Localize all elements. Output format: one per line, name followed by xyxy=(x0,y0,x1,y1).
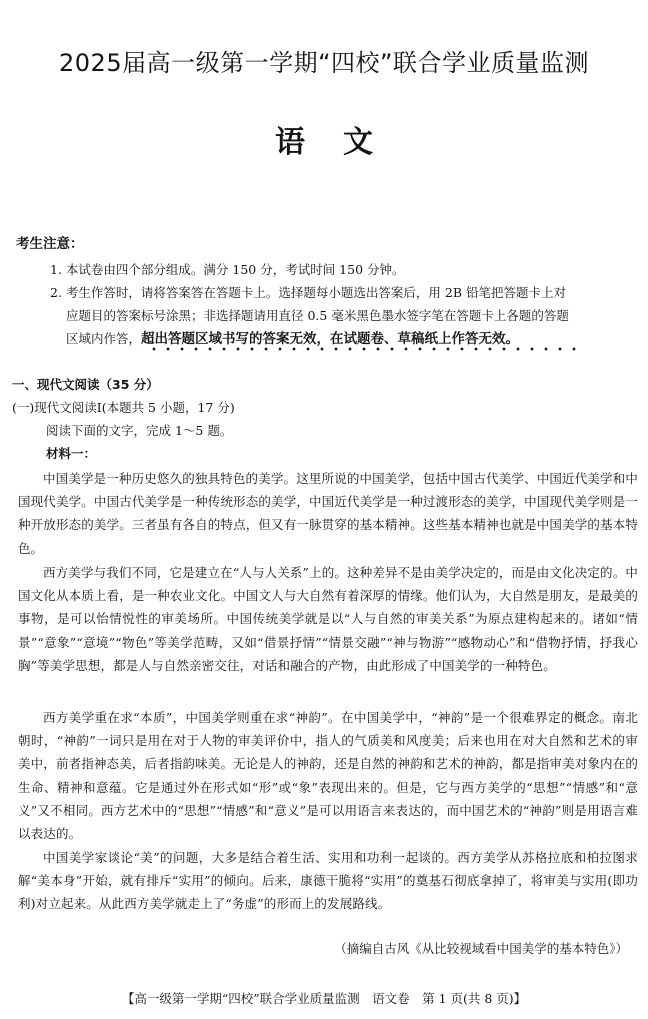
section-heading: 一、现代文阅读（35 分） xyxy=(12,377,159,392)
sub-section-heading: (一)现代文阅读Ⅰ(本题共 5 小题，17 分) xyxy=(12,400,235,415)
notice-emphasis: 超出答题区域书写的答案无效，在试题卷、草稿纸上作答无效。 xyxy=(141,331,520,347)
paragraph-4: 中国美学家谈论“美”的问题，大多是结合着生活、实用和功利一起谈的。西方美学从苏格拉底和柏拉图求解“美本身”开始，就有排斥“实用”的倾向。后来，康德干脆将“实用”的奠基石彻底拿掉了，将审美与实用(即功利)对立起来。从此西方美学就走上了“务虚”的形而上的发展路线。 xyxy=(18,850,638,912)
paragraph-1: 中国美学是一种历史悠久的独具特色的美学。这里所说的中国美学，包括中国古代美学、中国近代美学和中国现代美学。中国古代美学是一种传统形态的美学，中国近代美学是一种过渡形态的美学，中国现代美学则是一种开放形态的美学。三者虽有各自的特点，但又有一脉贯穿的基本精神。这些基本精神也就是中国美学的基本特色。 xyxy=(18,471,638,556)
page-footer: 【高一级第一学期“四校”联合学业质量监测 语文卷 第 1 页(共 8 页)】 xyxy=(121,991,527,1006)
notice-item-2-line-2: 应题目的答案标号涂黑；非选择题请用直径 0.5 毫米黑色墨水签字笔在答题卡上各题的答题 xyxy=(66,308,569,323)
notice-item-1: 1. 本试卷由四个部分组成。满分 150 分，考试时间 150 分钟。 xyxy=(50,262,405,277)
paragraph-3: 西方美学重在求“本质”，中国美学则重在求“神韵”。在中国美学中，“神韵”是一个很难界定的概念。南北朝时，“神韵”一词只是用在对于人物的审美评价中，指人的气质美和风度美；后来也用在对大自然和艺术的审美中，前者指神态美，后者指韵味美。无论是人的神韵，还是自然的神韵和艺术的神韵，都是指审美对象内在的生命、精神和意蕴。它是通过外在形式如“形”或“象”表现出来的。但是，它与西方美学的“思想”“情感”和“意义”又不相同。西方艺术中的“思想”“情感”和“意义”是可以用语言来表达的，而中国艺术的“神韵”则是用语言难以表达的。 xyxy=(18,710,638,842)
subject-title-char-1: 语 xyxy=(275,125,305,160)
subject-title xyxy=(0,124,648,162)
material-label: 材料一： xyxy=(46,446,97,461)
notice-title: 考生注意： xyxy=(16,236,84,252)
notice-item-2-line-3-prefix: 区域内作答， xyxy=(66,331,142,346)
paragraph-2: 西方美学与我们不同，它是建立在“人与人关系”上的。这种差异不是由美学决定的，而是由文化决定的。中国文化从本质上看，是一种农业文化。中国文人与大自然有着深厚的情缘。他们认为，大自然是朋友，是最美的事物，是可以怡情悦性的审美场所。中国传统美学就是以“人与自然的审美关系”为原点建构起来的。诸如“情景”“意象”“意境”“物色”等美学范畴，又如“借景抒情”“情景交融”“神与物游”“感物动心”和“借物抒情，抒我心胸”等美学思想，都是人与自然亲密交往，对话和融合的产物，由此形成了中国美学的一种特色。 xyxy=(18,565,638,673)
exam-title: 2025届高一级第一学期“四校”联合学业质量监测 xyxy=(59,49,589,77)
emphasis-dots xyxy=(147,347,583,351)
subject-title-char-2: 文 xyxy=(343,125,373,160)
notice-item-2-line-1: 2. 考生作答时，请将答案答在答题卡上。选择题每小题选出答案后，用 2B 铅笔把答题卡上对 xyxy=(50,285,566,300)
source-citation: （摘编自古风《从比较视域看中国美学的基本特色》） xyxy=(334,941,628,956)
instruction-text: 阅读下面的文字，完成 1～5 题。 xyxy=(46,423,233,438)
